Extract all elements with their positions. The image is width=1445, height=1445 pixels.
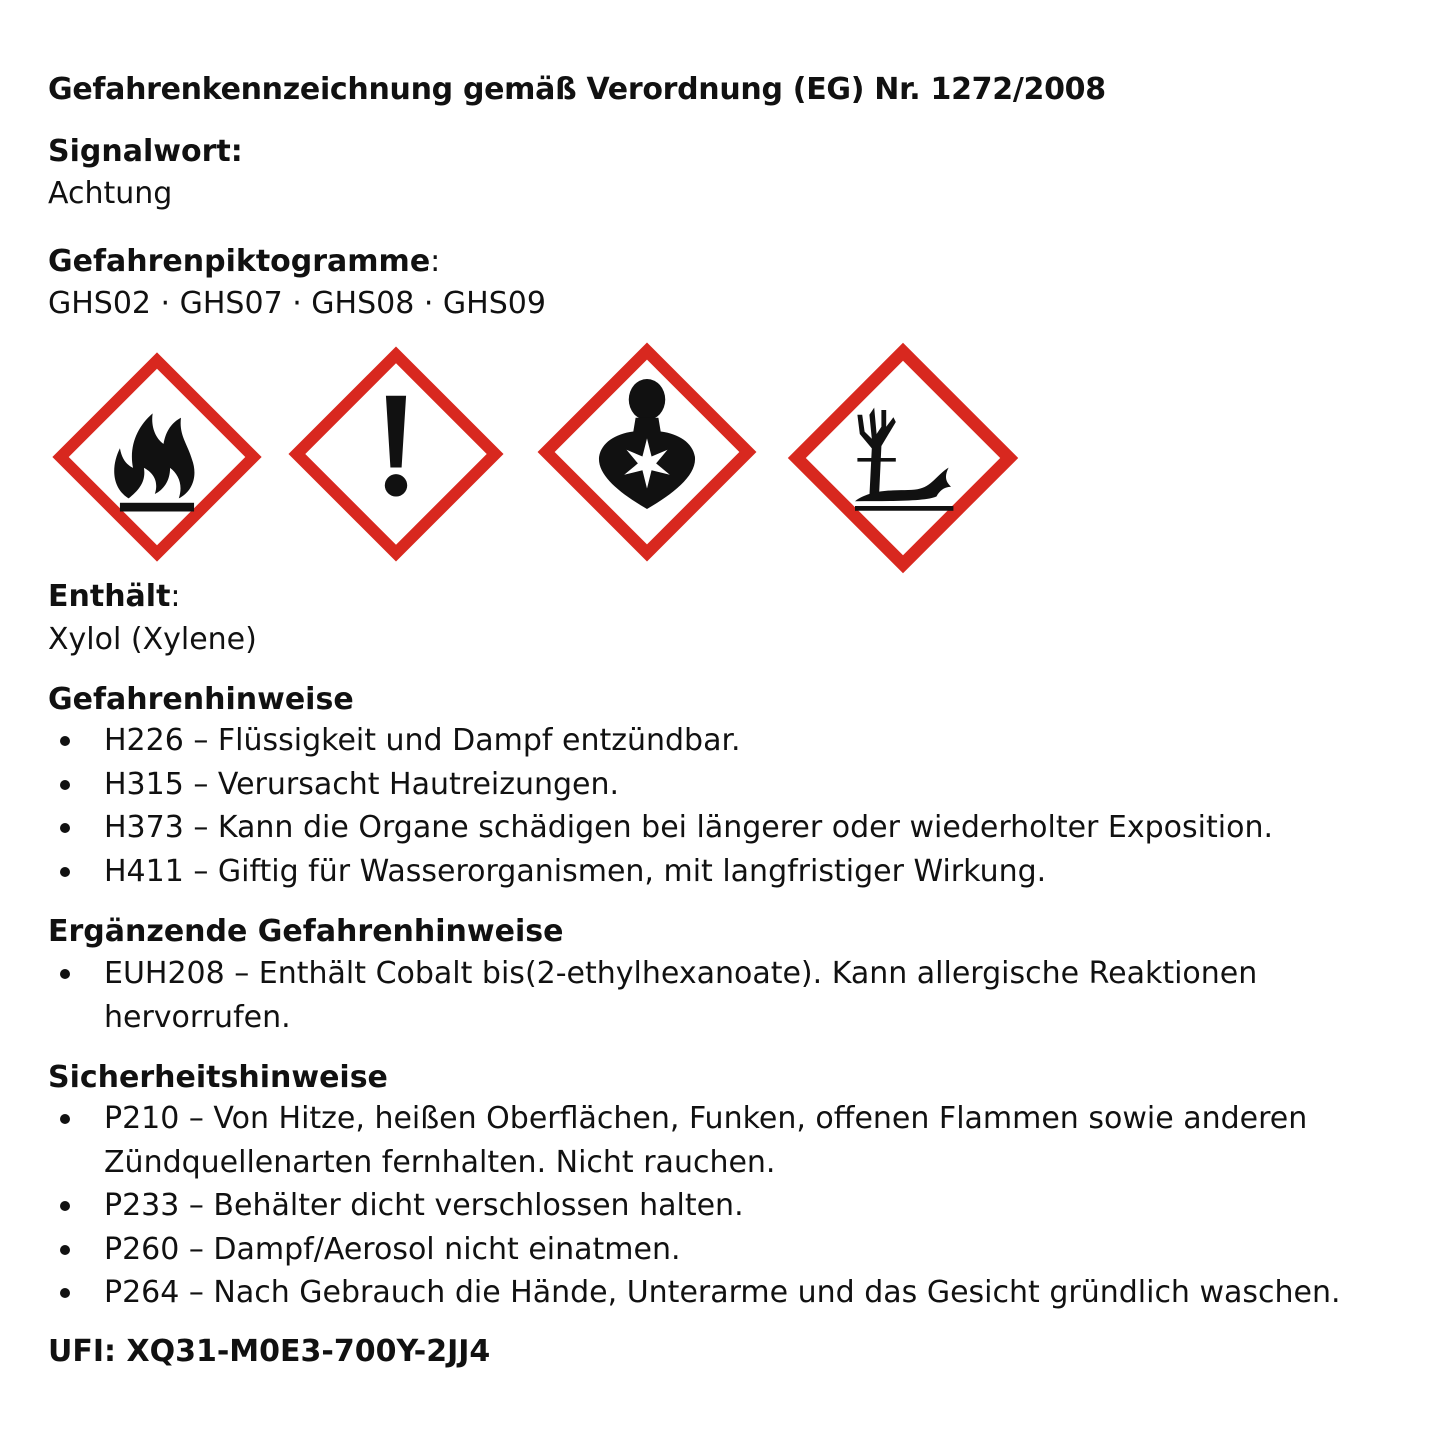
hazard-statement-item: H226 – Flüssigkeit und Dampf entzündbar. xyxy=(48,719,1378,763)
contains-label-colon: : xyxy=(170,579,181,614)
precautionary-item: P210 – Von Hitze, heißen Oberflächen, Funken, offenen Flammen sowie anderen Zündquellenarten fernhalten. Nicht rauchen. xyxy=(48,1097,1378,1184)
precautionary-heading: Sicherheitshinweise xyxy=(48,1060,388,1095)
hazard-statement-item: H315 – Verursacht Hautreizungen. xyxy=(48,763,1378,807)
contains-label xyxy=(48,579,181,614)
environment-icon xyxy=(783,338,1023,578)
signal-word-value: Achtung xyxy=(48,176,173,211)
pictograms-label-text: Gefahrenpiktogramme xyxy=(48,244,431,279)
precautionary-item: P264 – Nach Gebrauch die Hände, Unterarme und das Gesicht gründlich waschen. xyxy=(48,1271,1378,1315)
supplemental-list xyxy=(48,952,1378,1039)
exclamation-mark-icon xyxy=(284,342,508,566)
precautionary-list xyxy=(48,1097,1378,1315)
signal-word-label: Signalwort: xyxy=(48,134,243,169)
pictograms-label-colon: : xyxy=(430,244,441,279)
contains-label-text: Enthält xyxy=(48,579,171,614)
hazard-statements-list xyxy=(48,719,1378,893)
pictogram-row xyxy=(48,338,1048,583)
document-title: Gefahrenkennzeichnung gemäß Verordnung (EG) Nr. 1272/2008 xyxy=(48,72,1106,107)
health-hazard-icon xyxy=(533,338,761,566)
hazard-statements-heading: Gefahrenhinweise xyxy=(48,682,354,717)
flame-icon xyxy=(48,348,266,566)
pictograms-label xyxy=(48,244,440,279)
contains-value: Xylol (Xylene) xyxy=(48,622,257,657)
precautionary-item: P233 – Behälter dicht verschlossen halten. xyxy=(48,1184,1378,1228)
supplemental-heading: Ergänzende Gefahrenhinweise xyxy=(48,914,564,949)
precautionary-item: P260 – Dampf/Aerosol nicht einatmen. xyxy=(48,1228,1378,1272)
hazard-statement-item: H373 – Kann die Organe schädigen bei längerer oder wiederholter Exposition. xyxy=(48,806,1378,850)
pictogram-codes: GHS02 · GHS07 · GHS08 · GHS09 xyxy=(48,286,546,321)
ufi-code: UFI: XQ31-M0E3-700Y-2JJ4 xyxy=(48,1334,491,1369)
supplemental-item: EUH208 – Enthält Cobalt bis(2-ethylhexanoate). Kann allergische Reaktionen hervorrufen. xyxy=(48,952,1378,1039)
hazard-statement-item: H411 – Giftig für Wasserorganismen, mit langfristiger Wirkung. xyxy=(48,850,1378,894)
